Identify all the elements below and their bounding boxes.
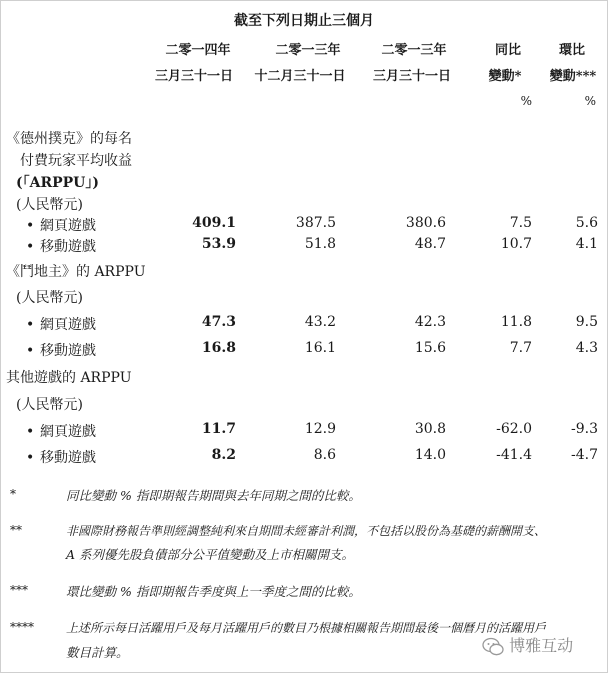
footnote-mark: **** bbox=[10, 620, 34, 634]
table-period-title: 截至下列日期止三個月 bbox=[234, 13, 374, 29]
cell-value: 48.7 bbox=[414, 236, 446, 252]
col4-title: 同比 bbox=[494, 43, 521, 58]
col5-title: 環比 bbox=[558, 43, 585, 58]
footnote-text: 數目計算。 bbox=[66, 645, 129, 660]
cell-value: 14.0 bbox=[414, 447, 446, 463]
cell-value: 43.2 bbox=[304, 314, 336, 330]
cell-value: 15.6 bbox=[414, 340, 446, 356]
col2-date: 十二月三十一日 bbox=[254, 69, 346, 84]
footnote-mark: * bbox=[10, 487, 16, 501]
bullet-icon: • bbox=[26, 317, 35, 333]
cell-value: -62.0 bbox=[496, 421, 532, 437]
footnote-text: 環比變動 % 指即期報告季度與上一季度之間的比較。 bbox=[66, 584, 361, 599]
cell-value: -41.4 bbox=[496, 447, 532, 463]
section-title-line: 付費玩家平均收益 bbox=[20, 153, 132, 169]
unit-label: (人民幣元) bbox=[16, 197, 83, 213]
row-label: 網頁遊戲 bbox=[40, 218, 96, 234]
section-title-line: 其他遊戲的 ARPPU bbox=[6, 370, 132, 386]
cell-value: 53.9 bbox=[201, 236, 236, 252]
cell-value: 409.1 bbox=[192, 215, 236, 231]
row-label: 網頁遊戲 bbox=[40, 317, 96, 333]
footnote-text: 上述所示每日活躍用戶及每月活躍用戶的數目乃根據相關報告期間最後一個曆月的活躍用戶 bbox=[66, 621, 547, 635]
footnote-text: 同比變動 % 指即期報告期間與去年同期之間的比較。 bbox=[66, 488, 361, 503]
cell-value: 30.8 bbox=[414, 421, 446, 437]
section-title-line: 《鬥地主》的 ARPPU bbox=[6, 264, 146, 280]
bullet-icon: • bbox=[26, 424, 35, 440]
col5-unit: % bbox=[584, 94, 596, 108]
row-label: 移動遊戲 bbox=[40, 343, 96, 359]
watermark-text: 博雅互动 bbox=[509, 636, 574, 655]
bullet-icon: • bbox=[26, 218, 35, 234]
footnote-text: A 系列優先股負債部分公平值變動及上市相關開支。 bbox=[66, 547, 355, 562]
cell-value: 7.7 bbox=[509, 340, 532, 356]
row-label: 網頁遊戲 bbox=[40, 424, 96, 440]
col4-unit: % bbox=[520, 94, 532, 108]
col3-year: 二零一三年 bbox=[381, 43, 447, 58]
cell-value: 4.3 bbox=[575, 340, 598, 356]
col1-year: 二零一四年 bbox=[165, 43, 231, 58]
cell-value: 16.8 bbox=[201, 340, 236, 356]
bullet-icon: • bbox=[26, 239, 35, 255]
cell-value: 47.3 bbox=[201, 314, 236, 330]
col1-date: 三月三十一日 bbox=[154, 69, 233, 84]
col5-subtitle: 變動*** bbox=[549, 69, 597, 84]
unit-label: (人民幣元) bbox=[16, 290, 83, 306]
col3-date: 三月三十一日 bbox=[372, 69, 451, 84]
cell-value: 10.7 bbox=[500, 236, 532, 252]
watermark bbox=[482, 633, 573, 658]
cell-value: 11.8 bbox=[500, 314, 532, 330]
footnote-text: 非國際財務報告準則經調整純利來自期間未經審計利潤，不包括以股份為基礎的薪酬開支、 bbox=[66, 524, 547, 538]
cell-value: 4.1 bbox=[575, 236, 598, 252]
wechat-icon bbox=[482, 636, 504, 658]
cell-value: 12.9 bbox=[304, 421, 336, 437]
section-title-line: 《德州撲克》的每名 bbox=[6, 131, 132, 147]
cell-value: 16.1 bbox=[304, 340, 336, 356]
cell-value: 11.7 bbox=[201, 421, 236, 437]
row-label: 移動遊戲 bbox=[40, 239, 96, 255]
footnote-mark: *** bbox=[10, 583, 28, 597]
cell-value: 8.2 bbox=[211, 447, 236, 463]
bullet-icon: • bbox=[26, 343, 35, 359]
cell-value: 5.6 bbox=[575, 215, 598, 231]
cell-value: 8.6 bbox=[313, 447, 336, 463]
footnote-mark: ** bbox=[10, 523, 22, 537]
cell-value: 7.5 bbox=[509, 215, 532, 231]
section-title-line: (「ARPPU」) bbox=[16, 175, 100, 191]
cell-value: 51.8 bbox=[304, 236, 336, 252]
cell-value: 380.6 bbox=[405, 215, 446, 231]
cell-value: 9.5 bbox=[575, 314, 598, 330]
cell-value: 387.5 bbox=[295, 215, 336, 231]
bullet-icon: • bbox=[26, 450, 35, 466]
cell-value: -4.7 bbox=[571, 447, 598, 463]
col2-year: 二零一三年 bbox=[275, 43, 341, 58]
cell-value: 42.3 bbox=[414, 314, 446, 330]
cell-value: -9.3 bbox=[571, 421, 598, 437]
row-label: 移動遊戲 bbox=[40, 450, 96, 466]
unit-label: (人民幣元) bbox=[16, 397, 83, 413]
col4-subtitle: 變動* bbox=[488, 69, 522, 84]
